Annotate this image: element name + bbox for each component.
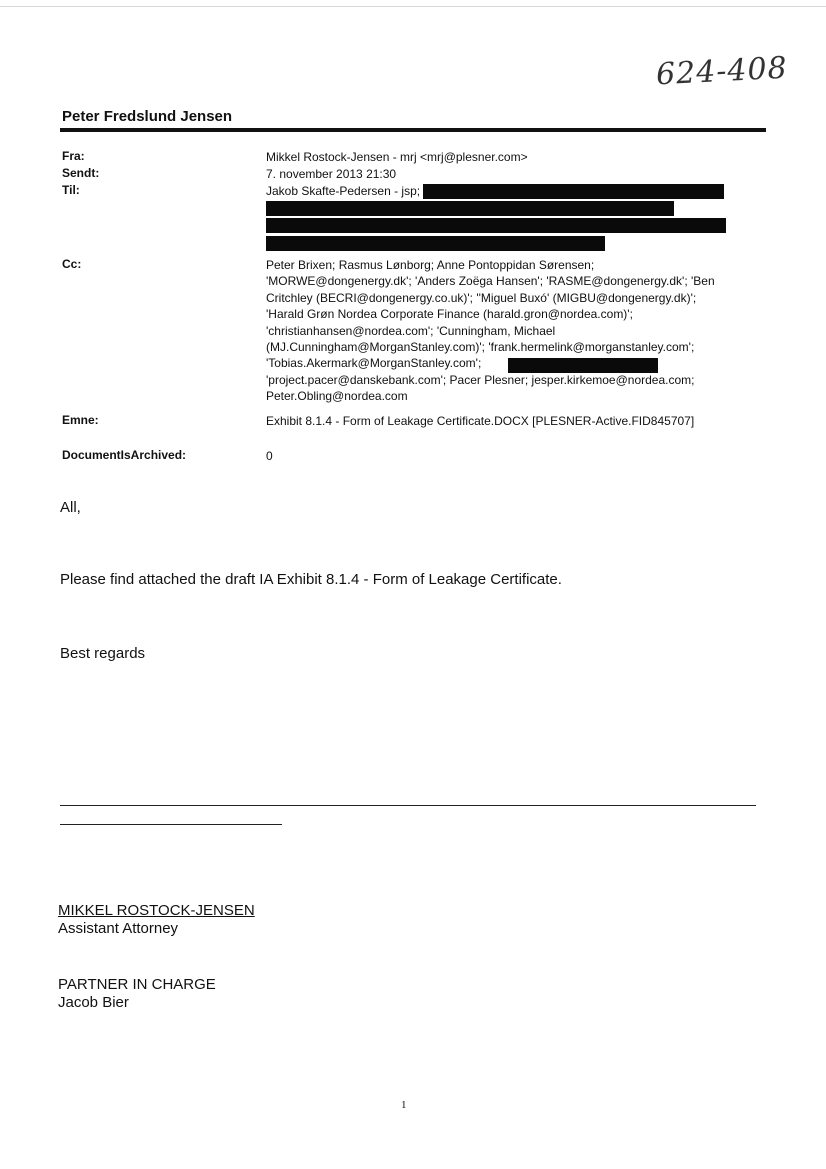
message-text: Please find attached the draft IA Exhibit 8.1.4 - Form of Leakage Certificate. [60, 571, 562, 588]
redaction-bar [266, 218, 726, 233]
cc-line: 'project.pacer@danskebank.com'; Pacer Plesner; jesper.kirkemoe@nordea.com; [266, 372, 695, 387]
cc-line: Peter Brixen; Rasmus Lønborg; Anne Pontoppidan Sørensen; [266, 258, 595, 272]
redaction-bar [266, 236, 605, 251]
signature-divider [60, 805, 756, 806]
partner-name: Jacob Bier [58, 994, 129, 1011]
partner-block [58, 976, 216, 1012]
cc-line: 'Tobias.Akermark@MorganStanley.com'; [266, 356, 482, 371]
cc-label: Cc: [62, 257, 82, 271]
signature-name: MIKKEL ROSTOCK-JENSEN [58, 902, 255, 919]
cc-line: Critchley (BECRI@dongenergy.co.uk)'; ''Miguel Buxó' (MIGBU@dongenergy.dk)'; [266, 290, 697, 305]
cc-line: 'christianhansen@nordea.com'; 'Cunningham, Michael [266, 323, 556, 338]
closing: Best regards [60, 645, 146, 662]
to-label: Til: [62, 183, 80, 197]
cc-line: Peter.Obling@nordea.com [266, 389, 408, 404]
mailbox-owner: Peter Fredslund Jensen [62, 108, 233, 125]
signature-block [58, 902, 255, 938]
cc-line: (MJ.Cunningham@MorganStanley.com)'; 'frank.hermelink@morganstanley.com'; [266, 340, 695, 355]
subject-label: Emne: [62, 413, 99, 427]
sent-value: 7. november 2013 21:30 [266, 167, 397, 181]
scan-edge-line [0, 6, 826, 7]
signature-divider-short [60, 824, 282, 825]
from-label: Fra: [62, 149, 85, 163]
page-number: 1 [401, 1099, 407, 1111]
handwritten-annotation: 624-408 [655, 50, 789, 93]
signature-title: Assistant Attorney [58, 920, 179, 937]
redaction-bar [423, 184, 724, 199]
archived-value: 0 [266, 449, 273, 463]
sent-label: Sendt: [62, 166, 100, 180]
from-value: Mikkel Rostock-Jensen - mrj <mrj@plesner.com> [266, 150, 528, 164]
cc-line: 'Harald Grøn Nordea Corporate Finance (harald.gron@nordea.com)'; [266, 307, 633, 322]
greeting: All, [60, 499, 81, 516]
partner-label: PARTNER IN CHARGE [58, 976, 216, 993]
cc-value [266, 257, 766, 405]
cc-line: 'MORWE@dongenergy.dk'; 'Anders Zoëga Hansen'; 'RASME@dongenergy.dk'; 'Ben [266, 274, 715, 289]
redaction-bar [266, 201, 674, 216]
archived-label: DocumentIsArchived: [62, 448, 187, 462]
header-rule [60, 128, 766, 132]
subject-value: Exhibit 8.1.4 - Form of Leakage Certificate.DOCX [PLESNER-Active.FID845707] [266, 414, 695, 428]
redaction-bar [508, 358, 658, 373]
to-value: Jakob Skafte-Pedersen - jsp; [266, 184, 421, 198]
